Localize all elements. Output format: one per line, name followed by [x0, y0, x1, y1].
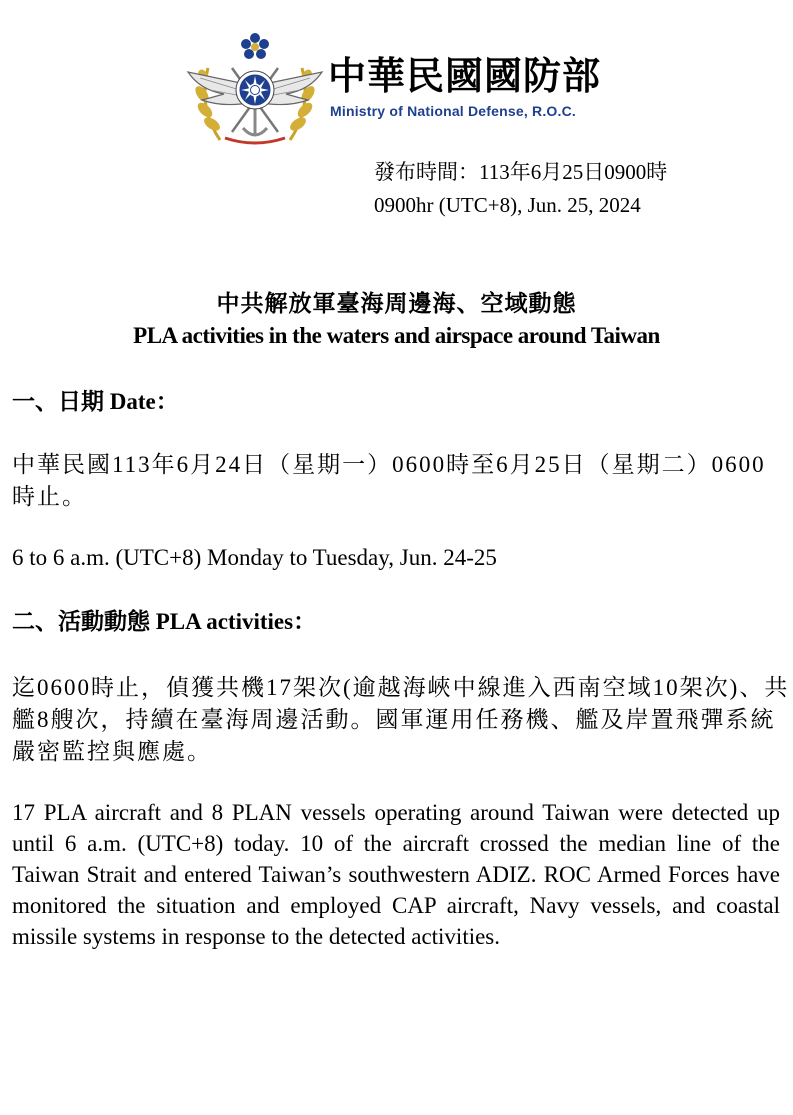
ministry-name-chinese: 中華民國國防部	[328, 54, 602, 98]
section-heading-activities: 二、活動動態 PLA activities：	[12, 609, 317, 634]
ministry-name-english: Ministry of National Defense, R.O.C.	[330, 103, 577, 119]
document-title-english: PLA activities in the waters and airspace around Taiwan	[133, 323, 660, 348]
activities-paragraph-chinese: 迄0600時止，偵獲共機17架次(逾越海峽中線進入西南空域10架次)、共艦8艘次，持續在臺海周邊活動。國軍運用任務機、艦及岸置飛彈系統嚴密監控與應處。	[12, 675, 790, 764]
section-heading-date: 一、日期 Date：	[12, 389, 179, 414]
release-time-english: 0900hr (UTC+8), Jun. 25, 2024	[374, 193, 641, 217]
release-time-chinese: 發布時間：113年6月25日0900時	[374, 160, 668, 184]
date-paragraph-chinese: 中華民國113年6月24日（星期一）0600時至6月25日（星期二）0600時止。	[12, 452, 766, 509]
mnd-emblem-icon	[180, 28, 330, 148]
document-title-chinese: 中共解放軍臺海周邊海、空域動態	[216, 291, 577, 316]
date-paragraph-english: 6 to 6 a.m. (UTC+8) Monday to Tuesday, Jun. 24-25	[12, 545, 497, 570]
activities-paragraph-english: 17 PLA aircraft and 8 PLAN vessels operating around Taiwan were detected up until 6 a.m. (UTC+8) today. 10 of the aircraft crossed the median line of the Taiwan Strait and entered Taiwan’s southwestern ADIZ. ROC Armed Forces have monitored the situation and employed CAP aircraft, Navy vessels, and coastal missile systems in response to the detected activities.	[12, 800, 780, 949]
